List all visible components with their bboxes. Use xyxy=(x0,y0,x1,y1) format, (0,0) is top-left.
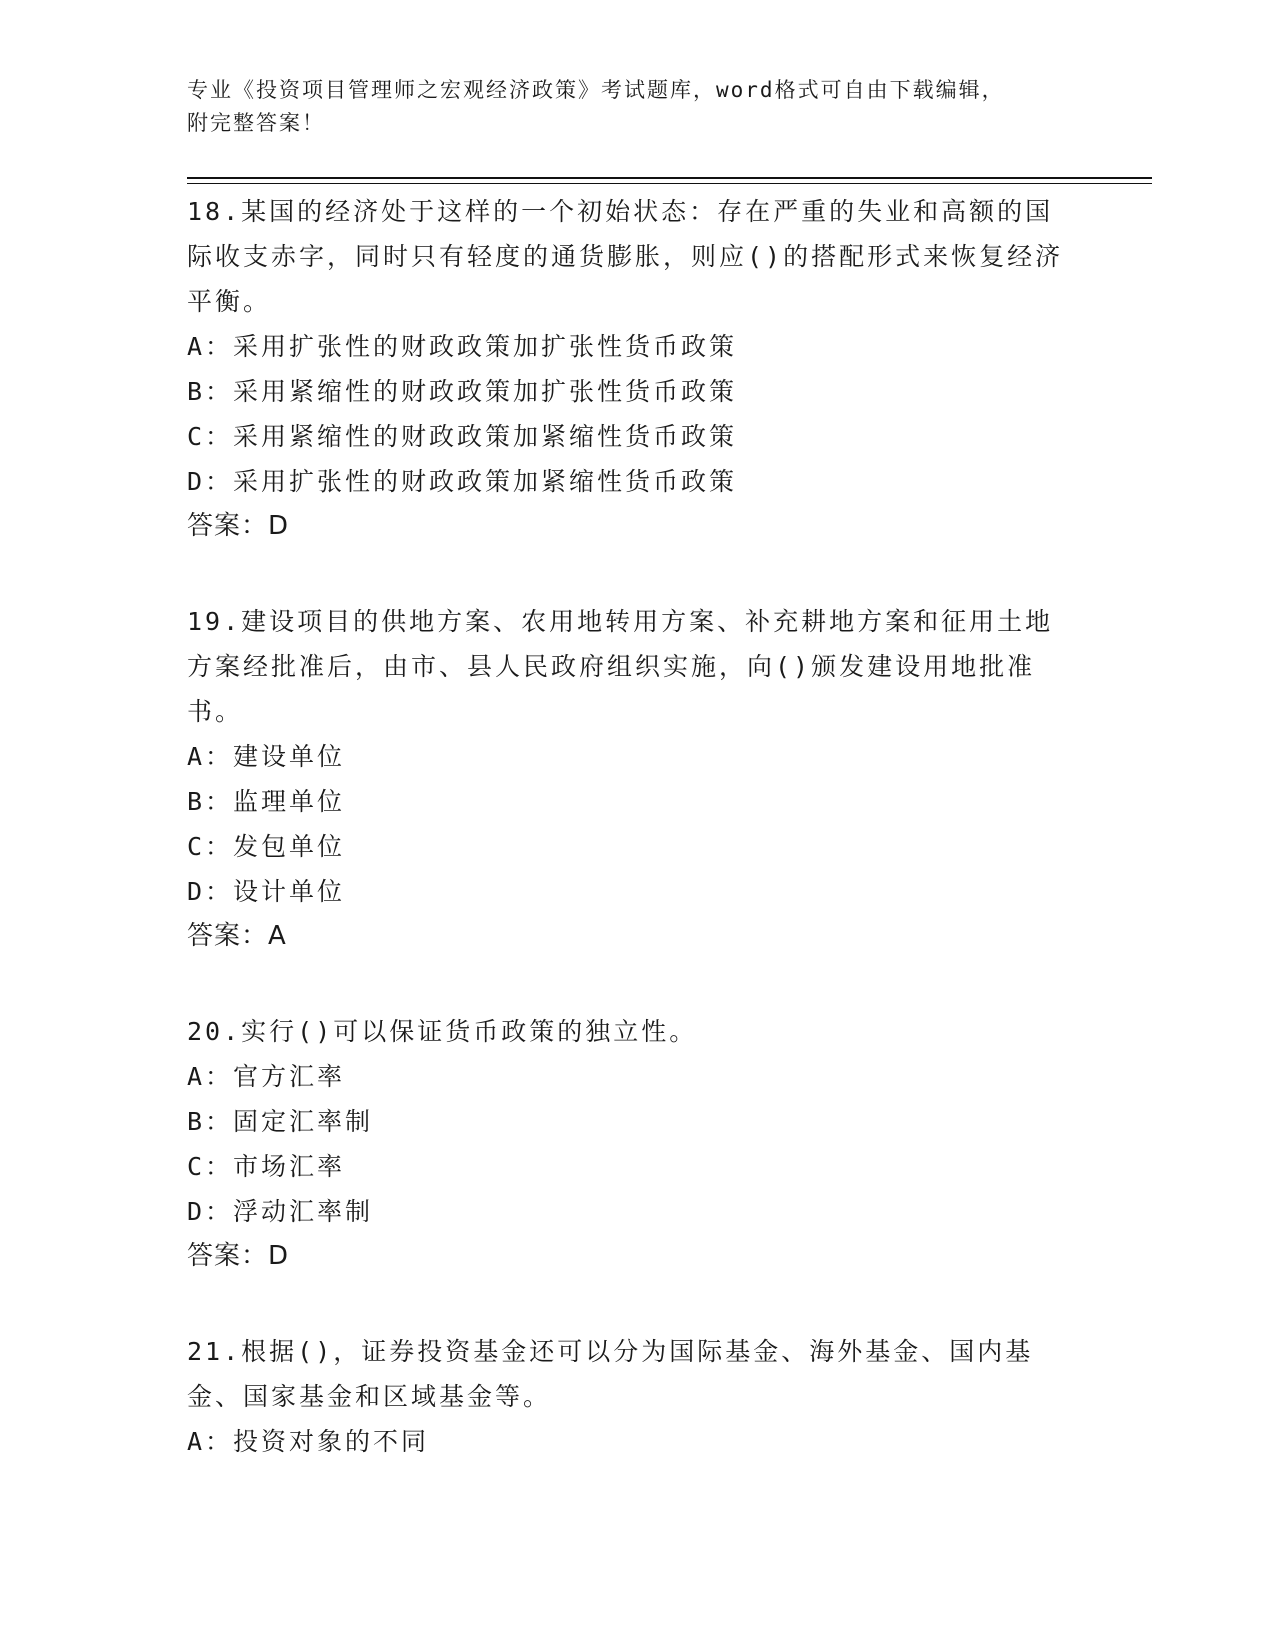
question-18 xyxy=(187,189,1087,549)
option-b: B：监理单位 xyxy=(187,787,346,816)
option-d: D：设计单位 xyxy=(187,877,346,906)
question-spacer xyxy=(187,549,1087,599)
option-b: B：采用紧缩性的财政政策加扩张性货币政策 xyxy=(187,377,738,406)
header-divider-thin xyxy=(187,183,1152,184)
answer-label: 答案：A xyxy=(187,921,287,951)
option-a: A：官方汇率 xyxy=(187,1062,346,1091)
question-text: 20.实行()可以保证货币政策的独立性。 xyxy=(187,1017,698,1046)
option-d: D：浮动汇率制 xyxy=(187,1197,374,1226)
option-b: B：固定汇率制 xyxy=(187,1107,374,1136)
header-line-2: 附完整答案！ xyxy=(187,111,325,135)
header-divider-thick xyxy=(187,177,1152,179)
header-line-1: 专业《投资项目管理师之宏观经济政策》考试题库，word格式可自由下载编辑， xyxy=(187,78,1005,102)
option-c: C：发包单位 xyxy=(187,832,346,861)
option-d: D：采用扩张性的财政政策加紧缩性货币政策 xyxy=(187,467,738,496)
option-c: C：采用紧缩性的财政政策加紧缩性货币政策 xyxy=(187,422,738,451)
question-text: 21.根据()，证券投资基金还可以分为国际基金、海外基金、国内基金、国家基金和区域基金等。 xyxy=(187,1337,1034,1411)
option-a: A：采用扩张性的财政政策加扩张性货币政策 xyxy=(187,332,738,361)
question-19 xyxy=(187,599,1087,959)
option-c: C：市场汇率 xyxy=(187,1152,346,1181)
question-spacer xyxy=(187,959,1087,1009)
question-21 xyxy=(187,1329,1087,1464)
answer-label: 答案：D xyxy=(187,511,290,541)
question-list xyxy=(187,189,1087,1464)
question-text: 19.建设项目的供地方案、农用地转用方案、补充耕地方案和征用土地方案经批准后，由市、县人民政府组织实施，向()颁发建设用地批准书。 xyxy=(187,607,1054,726)
option-a: A：建设单位 xyxy=(187,742,346,771)
answer-label: 答案：D xyxy=(187,1241,290,1271)
question-text: 18.某国的经济处于这样的一个初始状态：存在严重的失业和高额的国际收支赤字，同时只有轻度的通货膨胀，则应()的搭配形式来恢复经济平衡。 xyxy=(187,197,1064,316)
document-header xyxy=(187,74,1087,140)
question-spacer xyxy=(187,1279,1087,1329)
question-20 xyxy=(187,1009,1087,1279)
option-a: A：投资对象的不同 xyxy=(187,1427,430,1456)
